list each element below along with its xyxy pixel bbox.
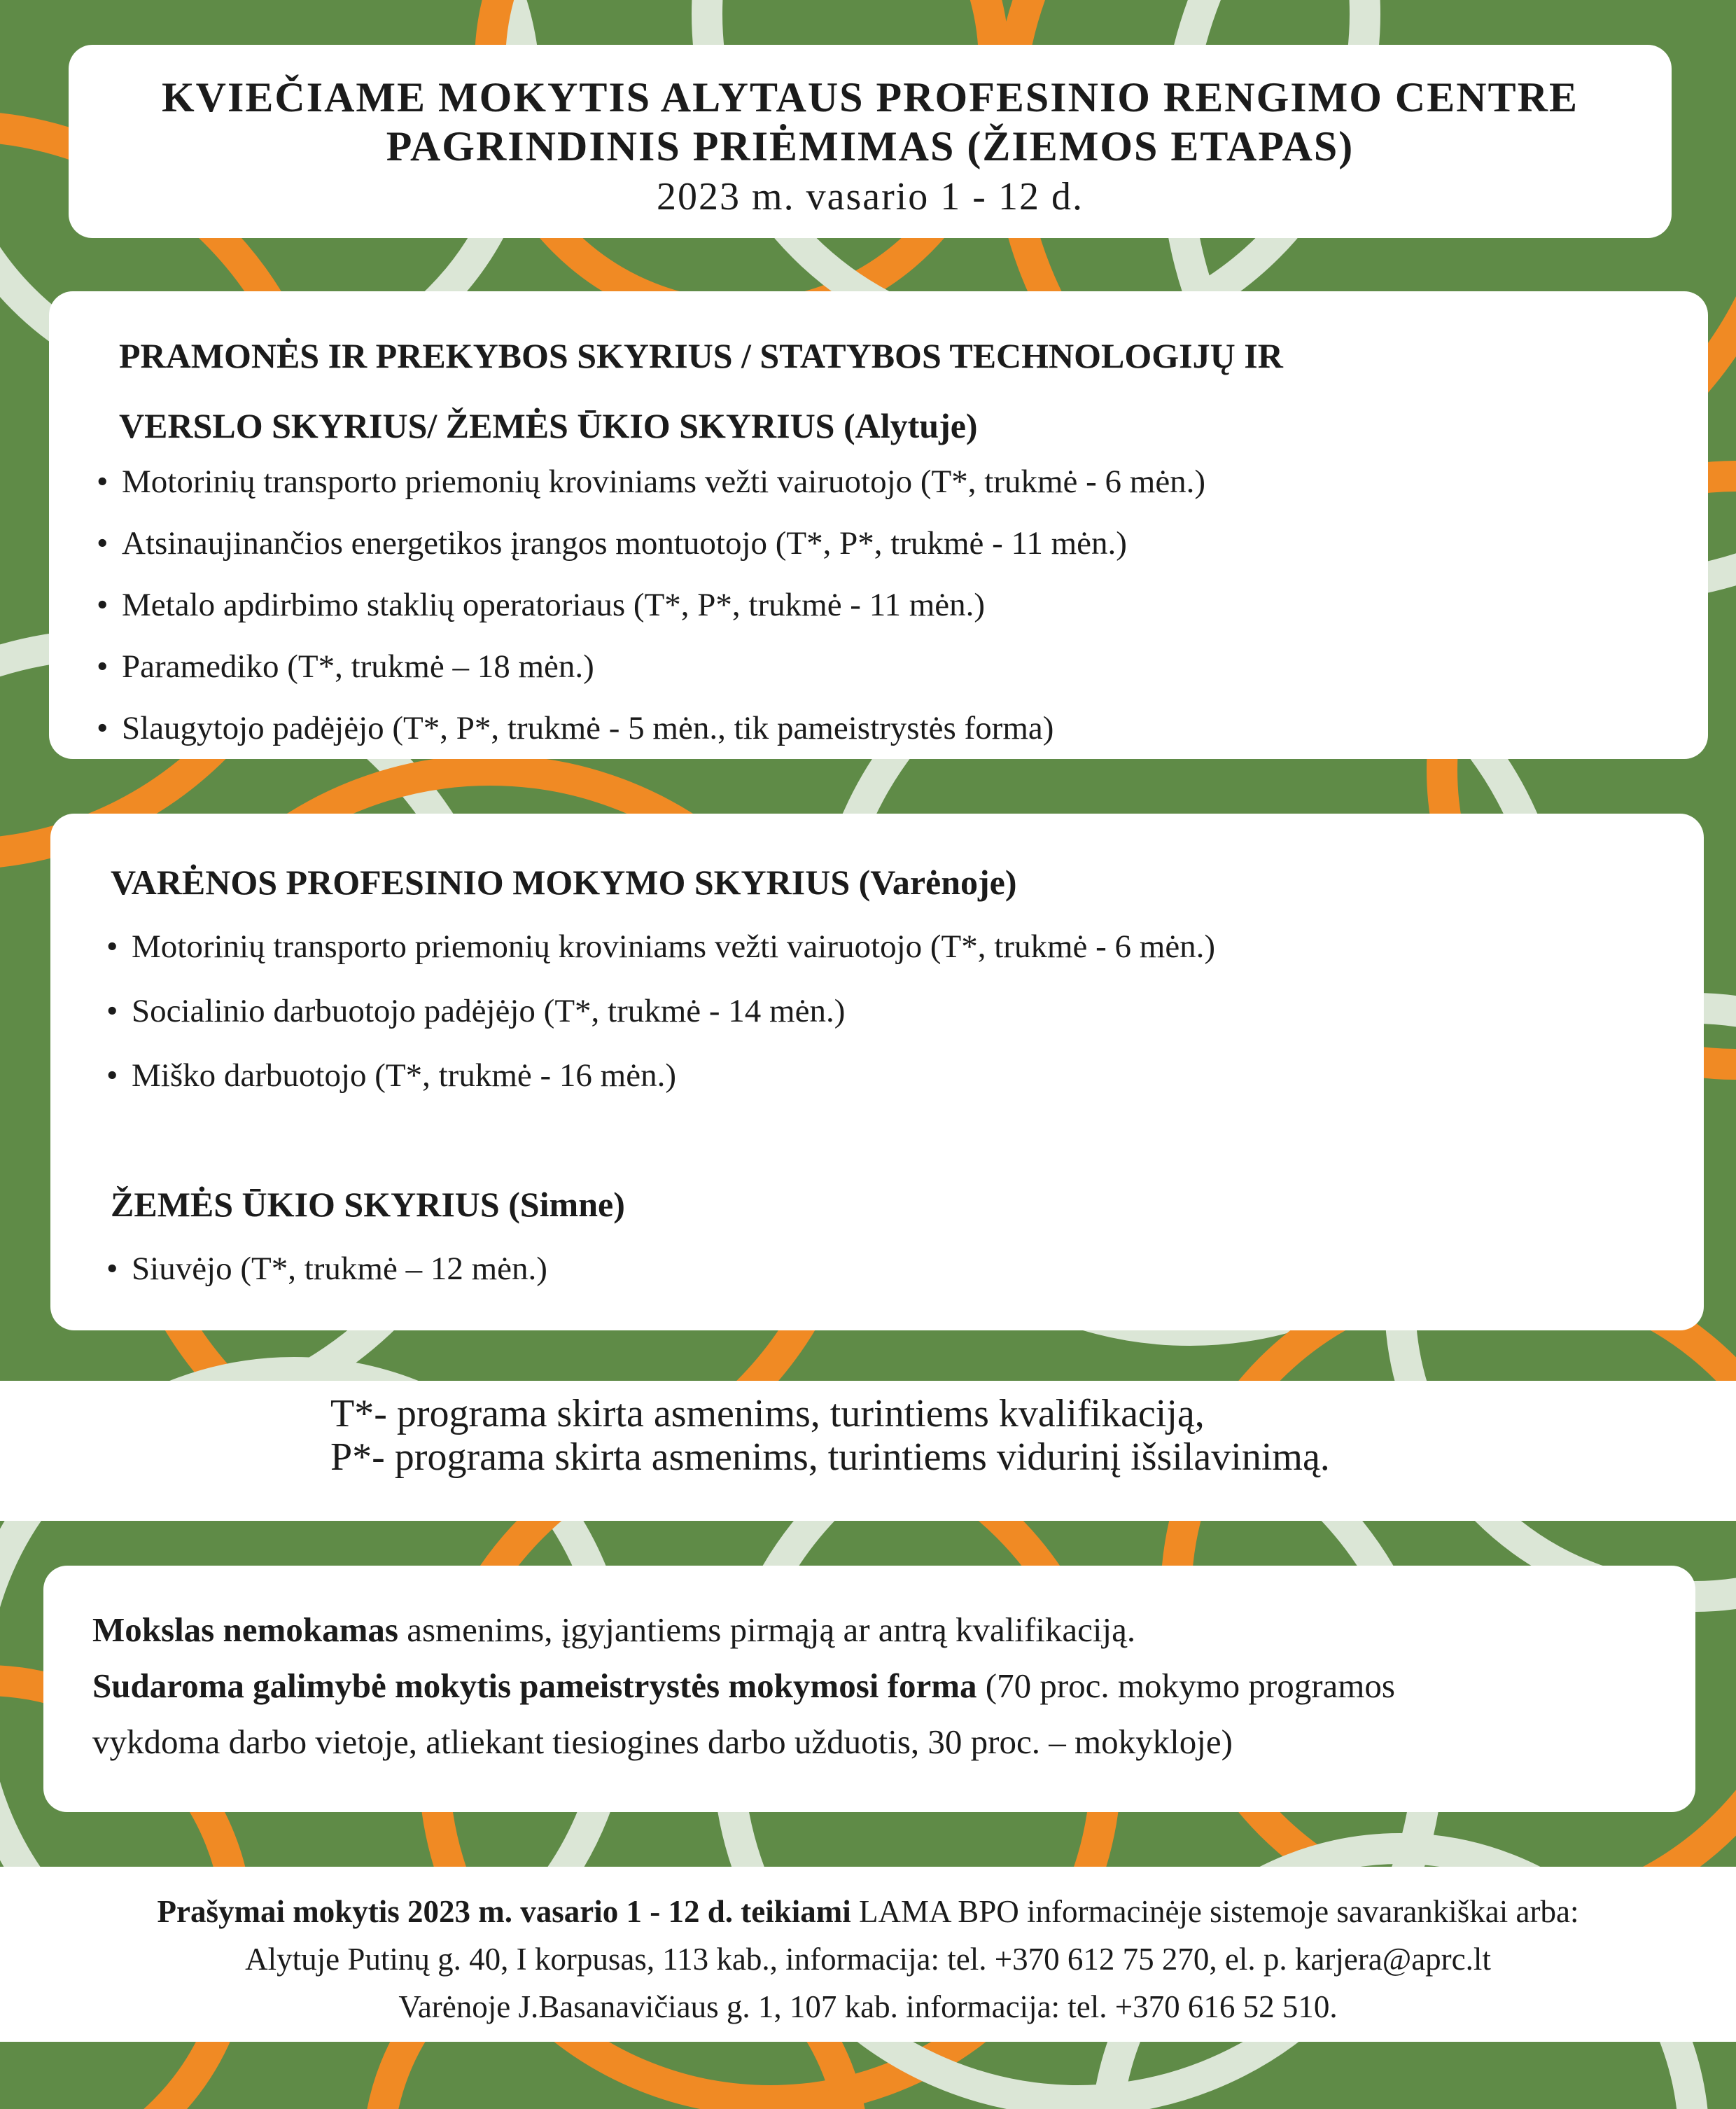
section-varena-simnas-panel [50,814,1704,1330]
footer-address-alytus: Alytuje Putinų g. 40, I korpusas, 113 kab., informacija: tel. +370 612 75 270, el. p. karjera@aprc.lt [245,1942,1491,1977]
bullet: • [106,1057,118,1094]
legend-band [0,1381,1736,1521]
bullet: • [106,928,118,965]
info-line: vykdoma darbo vietoje, atliekant tiesiogines darbo užduotis, 30 proc. – mokykloje) [92,1722,1233,1761]
bullet: • [106,993,118,1029]
list-item [106,1237,1704,1301]
list-item [106,1043,1704,1108]
program-name: Slaugytojo padėjėjo (T*, P*, trukmė - 5 mėn., tik pameistrystės forma) [122,710,1054,746]
list-item [97,574,1708,636]
bullet: • [97,525,108,562]
list-item [106,914,1704,979]
program-name: Metalo apdirbimo staklių operatoriaus (T*, P*, trukmė - 11 mėn.) [122,587,986,623]
program-name: Atsinaujinančios energetikos įrangos montuotojo (T*, P*, trukmė - 11 mėn.) [122,525,1127,562]
info-text: asmenims, įgyjantiems pirmąją ar antrą kvalifikaciją. [398,1610,1136,1649]
list-item [97,697,1708,759]
list-item [97,513,1708,574]
footer-band [0,1867,1736,2042]
header-panel [69,45,1672,238]
admission-dates: 2023 m. vasario 1 - 12 d. [657,175,1084,218]
legend-p: P*- programa skirta asmenims, turintiems vidurinį išsilavinimą. [330,1435,1330,1479]
list-item [97,451,1708,513]
bullet: • [106,1251,118,1287]
section-title-varena: VARĖNOS PROFESINIO MOKYMO SKYRIUS (Varėnoje) [111,863,1017,902]
legend-t: T*- programa skirta asmenims, turintiems kvalifikaciją, [330,1392,1205,1435]
bullet: • [97,464,108,500]
list-item [106,979,1704,1043]
info-emphasis: Mokslas nemokamas [92,1610,398,1649]
bullet: • [97,710,108,746]
footer-address-varena: Varėnoje J.Basanavičiaus g. 1, 107 kab. informacija: tel. +370 616 52 510. [398,1989,1338,2024]
page-subtitle: PAGRINDINIS PRIĖMIMAS (ŽIEMOS ETAPAS) [386,123,1354,169]
program-name: Paramediko (T*, trukmė – 18 mėn.) [122,648,594,685]
page-title: KVIEČIAME MOKYTIS ALYTAUS PROFESINIO RENGIMO CENTRE [162,74,1578,120]
bullet: • [97,648,108,685]
program-name: Siuvėjo (T*, trukmė – 12 mėn.) [132,1251,547,1287]
info-panel [43,1566,1695,1812]
section-title-line2: VERSLO SKYRIUS/ ŽEMĖS ŪKIO SKYRIUS (Alytuje) [119,406,978,445]
section-alytus-panel [49,291,1708,759]
footer-emphasis: Prašymai mokytis 2023 m. vasario 1 - 12 d. teikiami [157,1894,851,1929]
footer-text: LAMA BPO informacinėje sistemoje savarankiškai arba: [850,1894,1579,1929]
footer-line [0,1888,1736,1935]
info-emphasis: Sudaroma galimybė mokytis pameistrystės mokymosi forma [92,1666,977,1705]
program-name: Motorinių transporto priemonių kroviniams vežti vairuotojo (T*, trukmė - 6 mėn.) [122,464,1206,500]
info-line [92,1658,1695,1714]
spacer [111,1108,1704,1172]
list-item [97,636,1708,697]
program-name: Motorinių transporto priemonių kroviniams vežti vairuotojo (T*, trukmė - 6 mėn.) [132,928,1216,965]
info-text: (70 proc. mokymo programos [976,1666,1395,1705]
info-line [92,1602,1695,1658]
program-list [97,451,1708,759]
section-title-line1: PRAMONĖS IR PREKYBOS SKYRIUS / STATYBOS TECHNOLOGIJŲ IR [119,336,1283,375]
section-title-simnas: ŽEMĖS ŪKIO SKYRIUS (Simne) [111,1185,625,1224]
program-name: Miško darbuotojo (T*, trukmė - 16 mėn.) [132,1057,676,1094]
bullet: • [97,587,108,623]
program-name: Socialinio darbuotojo padėjėjo (T*, trukmė - 14 mėn.) [132,993,846,1029]
